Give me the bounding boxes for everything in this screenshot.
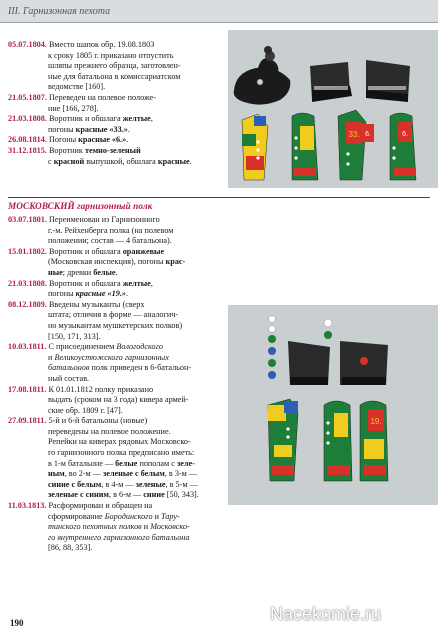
entry-italic: Московско- [150,522,190,532]
epaulette-badge-6a: 6. [365,131,371,138]
kiver-icon-1 [288,341,330,385]
entry-text: Воротник и обшлага [48,246,123,256]
entry-italic: тинского пехотных полков [48,522,142,532]
entry-text: . [115,267,118,277]
kiver-icon-2 [340,341,388,385]
collar-swatch-5 [268,399,298,481]
entry-text: . [126,135,129,145]
epaulette-badge-6b: 6. [402,131,408,138]
uniform-plate-2 [228,305,438,505]
entry-line: к сроку 1805 г. приказано отпустить [48,50,174,60]
entry-bold: зеле- [176,458,195,468]
entry-bold: желтые [122,114,151,124]
entry-text: , [150,278,153,288]
entry-date: 05.07.1804. [8,40,47,49]
entry-bold: зеленые с синим [48,490,109,500]
entry-text: Воротник [48,145,85,155]
entry-text: и [48,352,55,362]
entry-1815 [8,146,218,167]
entry-1813 [8,501,218,554]
entry-italic: батальонов [48,363,90,373]
entry-text: Погоны [48,135,79,145]
entry-date: 31.12.1815. [8,145,47,155]
page-number: 190 [10,618,24,628]
entry-text: . [189,156,192,166]
entry-line: Вместо шапок обр. 19.08.1803 [48,40,155,49]
entry-line: шляпы прежнего образца, заготовлен- [48,61,181,71]
entry-line: ные для батальона в комиссариатском [48,71,181,81]
entry-line: го гарнизонного полка предписано иметь: [48,448,195,458]
entry-line: Переведен на полевое положе- [48,92,156,102]
running-header [0,0,438,22]
entry-text: , в 6-м — [109,490,144,500]
section-rule [8,197,430,198]
plate-panel-2 [228,305,438,505]
plate-panel-1 [228,30,438,188]
entry-date: 21.05.1807. [8,92,47,102]
entry-line: штата; отличия в форме — аналогич- [48,310,179,320]
entry-date: 21.03.1808. [8,114,47,124]
entry-italic: Бородинского [104,511,153,521]
entry-line: К 01.01.1812 полку приказано [48,384,154,394]
entry-line: положении; состав — 4 батальона). [48,236,172,246]
running-header-title: III. Гарнизонная пехота [8,6,111,17]
uniform-plate-1 [228,30,438,188]
entry-bold: зеленые [135,479,166,489]
epaulette-badge-33: 33. [348,130,360,139]
entry-date: 03.07.1801. [8,215,47,224]
entry-bold: красные [157,156,190,166]
entry-line: переведены на полевое положение. [48,426,171,436]
entry-1802 [8,247,218,279]
epaulette-badge-19: 19. [370,417,382,426]
entry-text: [50, 343]. [164,490,199,500]
section-title: МОСКОВСКИЙ гарнизонный полк [8,201,153,211]
entry-bold: желтые [122,278,151,288]
entry-1811b [8,385,218,417]
entry-1809 [8,300,218,342]
entry-text: и [152,511,162,521]
entry-date: 08.12.1809. [8,299,47,309]
collar-swatch-6 [324,401,352,481]
entry-bold: красной [53,156,85,166]
entry-text: Воротник и обшлага [48,114,123,124]
entry-text: , в 3-м — [164,469,198,479]
section1-text [8,40,218,167]
entry-line: Введены музыканты (сверх [48,299,145,309]
entry-text: полк приведен в 6-батальон- [89,363,192,373]
entry-date: 17.08.1811. [8,384,47,394]
entry-line: Репейки на киверах рядовых Московско- [48,437,191,447]
collar-swatch-1 [242,114,268,180]
entry-text: пополам с [137,458,177,468]
entry-italic: Вологодского [116,342,163,352]
entry-bold: красные «19.» [75,289,126,299]
entry-text: , в 5-м — [165,479,198,489]
header-rule [0,22,438,23]
entry-italic: го внутреннего гарнизонного батальона [48,532,190,542]
entry-line: Переименован из Гарнизонного [48,215,160,224]
collar-swatch-4 [390,113,416,180]
entry-1808 [8,114,218,135]
entry-text: и [141,522,151,532]
entry-date: 10.03.1811. [8,342,47,352]
bicorne-hat-icon [234,46,291,105]
entry-italic: Великоустюжского гарнизонных [54,352,169,362]
entry-date: 15.01.1802. [8,246,47,256]
entry-line: г.-м. Рейхенберга полка (на полевом [48,225,174,235]
entry-date: 26.08.1814. [8,135,47,145]
shako-icon-1 [310,62,352,102]
entry-text: ; древки [62,267,94,277]
entry-bold: красные «33.» [75,124,128,134]
entry-1814 [8,135,218,146]
entry-1807 [8,93,218,114]
entry-bold: белые [115,458,138,468]
entry-text: , [150,114,153,124]
shako-icon-2 [366,60,410,102]
entry-text: выпушкой, обшлага [84,156,158,166]
collar-swatch-3 [338,110,374,180]
entry-italic: Тару- [161,511,180,521]
entry-text: . [127,124,130,134]
entry-bold: оранжевые [122,246,165,256]
entry-line: но музыкантам мушкетерских полков) [48,320,183,330]
entry-text: погоны [48,124,76,134]
entry-text: , во 2-м — [64,469,104,479]
entry-line: ведомстве [160]. [48,82,106,92]
entry-1801 [8,215,218,247]
entry-1808b [8,279,218,300]
entry-text: ный состав. [48,373,90,383]
entry-date: 21.03.1808. [8,278,47,288]
entry-text: погоны [48,289,76,299]
collar-swatch-7 [360,401,388,481]
entry-text: [86, 88, 353]. [48,543,93,553]
entry-line: 5-й и 6-й батальоны (новые) [48,416,148,426]
entry-1811c [8,416,218,501]
entry-bold: красные «6.» [78,135,127,145]
entry-text: сформирование [48,511,105,521]
entry-bold: синие с белым [48,479,102,489]
entry-text: Воротник и обшлага [48,278,123,288]
entry-text: с [48,156,54,166]
entry-bold: ным [48,469,65,479]
entry-text: Расформирован и обращен на [48,501,153,511]
watermark: Nacekomie.ru [270,604,382,624]
entry-text: С присоединением [48,342,117,352]
entry-1804 [8,40,218,93]
entry-line: ние [166, 278]. [48,103,99,113]
entry-bold: ные [48,267,63,277]
entry-bold: темно-зеленый [84,145,141,155]
entry-line: выдать (сроком на 3 года) кивера армей- [48,395,189,405]
entry-line: [150, 171, 313]. [48,331,101,341]
entry-text: в 1-м батальоне — [48,458,116,468]
entry-bold: белые [93,267,116,277]
entry-text: , в 4-м — [101,479,136,489]
entry-1811a [8,342,218,384]
collar-swatch-2 [292,113,318,180]
entry-bold: синие [143,490,165,500]
entry-line: ские обр. 1809 г. [47]. [48,405,123,415]
section2-text [8,215,218,554]
entry-text: (Московская инспекция), погоны [48,257,166,267]
entry-bold: крас- [165,257,186,267]
entry-date: 27.09.1811. [8,416,47,426]
entry-date: 11.03.1813. [8,501,47,511]
entry-bold: зеленые с белым [103,469,165,479]
entry-text: . [125,289,129,299]
